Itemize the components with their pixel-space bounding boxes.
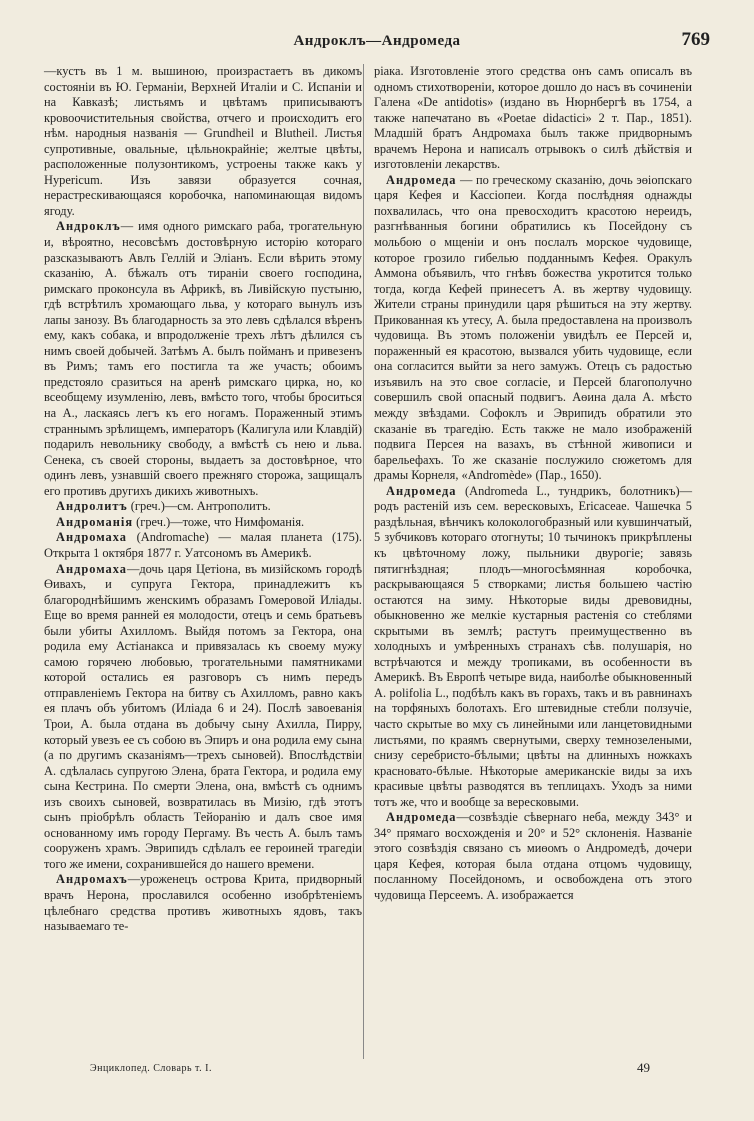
- article-text: —уроженецъ острова Крита, придворный врачъ Нерона, прославился особенно изобрѣтенiемъ цѣлебнаго средства противъ животныхъ ядовъ, такъ называемаго те-: [44, 872, 362, 934]
- article-text: (греч.)—см. Антрополитъ.: [127, 499, 271, 514]
- article-paragraph: [374, 64, 692, 173]
- article-text: — по греческому сказанiю, дочь эөiопскаго царя Кефея и Кассiопеи. Когда послѣдняя однажды похвалилась, что она превосходитъ красотою нереидъ, разгнѣванныя богини обратились къ Посейдону съ мольбою о мщенiи и онъ послалъ морское чудовище, которое грозило гибелью подданнымъ Кефея. Оракулъ Аммона объявилъ, что гнѣвъ божества укротится только тогда, когда Кефей принесетъ А. въ жертву чудовищу. Жители страны принудили царя рѣшиться на эту жертву. Прикованная къ утесу, А. была предоставлена на произволъ чудовища. Въ этомъ положенiи увидѣлъ ее Персей и, пораженный ея красотою, вызвался убить чудовище, если она согласится выйти за него замужъ. Отецъ съ радостью изъявилъ на это свое согласiе, и Персей благополучно совершилъ свой опасный подвигъ. Аөина дала А. мѣсто между звѣздами. Софоклъ и Эврипидъ обратили это сказанiе въ трагедiю. Есть также не мало изображенiй подвига Персея на вазахъ, въ стѣнной живописи и барельефахъ. То же сказанiе послужило сюжетомъ для драмы Корнеля, «Andromède» (Пар., 1650).: [374, 172, 692, 483]
- left-column: [44, 64, 362, 935]
- article-paragraph: [44, 219, 362, 499]
- column-divider: [363, 64, 364, 1059]
- right-column: [374, 64, 692, 904]
- article-headword: Андромеда: [386, 172, 457, 187]
- article-paragraph: [44, 872, 362, 934]
- article-text: —созвѣздiе сѣвернаго неба, между 343° и 34° прямаго восхожденiя и 20° и 52° склоненiя. Названiе этого созвѣздiя связано съ миөомъ о Андромедѣ, дочери царя Кефея, которая была отдана отцомъ чудовищу, посланному Посейдономъ, и освобождена отъ этого чудовища Персеемъ. А. изображается: [374, 810, 692, 902]
- article-paragraph: [44, 64, 362, 219]
- article-paragraph: [44, 562, 362, 873]
- article-text: —кустъ въ 1 м. вышиною, произрастаетъ въ дикомъ состоянiи въ Ю. Германiи, Верхней Италiи и С. Испанiи и на Кавказѣ; листьямъ и цвѣтамъ приписываютъ кровоочистительныя свойства, отчего и происходитъ его нѣм. народныя названiя — Grundheil и Blutheil. Листья супротивные, овальные, цѣльнокрайнiе; желтые цвѣты, расположенные полузонтикомъ, устроены также какъ у Hypericum. Изъ завязи образуется сочная, нерастрескивающаяся коробочка, напоминающая видомъ ягоду.: [44, 64, 362, 218]
- article-paragraph: [374, 484, 692, 810]
- article-text: рiака. Изготовленiе этого средства онъ самъ описалъ въ одномъ стихотворенiи, которое дошло до насъ въ сочиненiи Галена «De antidotis» (издано въ Нюрнбергѣ въ 1754, а также напечатано въ «Poetae didactici» 2 т. Пар., 1851). Младшiй братъ Андромаха былъ также придворнымъ врачемъ Нерона и написалъ отрывокъ о силѣ дѣйствiя и изготовленiи лекарствъ.: [374, 64, 692, 172]
- article-paragraph: [44, 499, 362, 515]
- article-paragraph: [374, 810, 692, 903]
- article-headword: Андролитъ: [56, 499, 128, 514]
- sheet-signature: Энциклопед. Словарь т. I.: [90, 1063, 212, 1074]
- article-headword: Андромаха: [56, 561, 127, 576]
- article-headword: Андромахъ: [56, 872, 128, 887]
- article-text: — имя одного римскаго раба, трогательную и, вѣроятно, несовсѣмъ достовѣрную исторiю котораго разсказываютъ Авлъ Геллiй и Элiанъ. Если вѣрить этому сказанiю, А. бѣжалъ отъ тиранiи своего господина, римскаго проконсула въ Африкѣ, въ Ливiйскую пустыню, гдѣ встрѣтилъ хромающаго льва, у котораго вынулъ изъ лапы занозу. Въ благодарность за это левъ сдѣлался вѣренъ ему, какъ собака, и впродолженiе трехъ лѣтъ дѣлился съ нимъ своей добычей. Затѣмъ А. былъ пойманъ и привезенъ въ Римъ; тамъ его постигла та же участь; обоимъ предстояло сразиться на аренѣ римскаго цирка, но, ко всеобщему изумленiю, левъ, вмѣсто того, чтобы броситься на А., ласкаясь легъ къ его ногамъ. Пораженный этимъ страннымъ зрѣлищемъ, императоръ (Калигула или Клавдiй) подарилъ невольнику свободу, а вмѣстѣ съ нею и льва. Сенека, съ своей стороны, выдаетъ за достовѣрное, что одинъ левъ, узнавшiй своего прежняго сторожа, защищалъ его противъ другихъ дикихъ животныхъ.: [44, 219, 362, 498]
- article-paragraph: [374, 173, 692, 484]
- article-text: (Andromeda L., тундрикъ, болотникъ)—родъ растенiй изъ сем. вересковыхъ, Ericaceae. Чашечка 5 раздѣльная, вѣнчикъ колокологобразный или кувшинчатый, 5 зубчиковъ котораго отогнуты; 10 тычинокъ прикрѣплены къ цвѣточному ложу, пыльники двурогiе; завязь пятигнѣздная; плодъ—многосѣмянная коробочка, раскрывающаяся 5 створками; листья большею частiю остаются на зиму. Нѣкоторые виды древовидны, обыкновенно же мелкiе кустарныя растенiя со стеблями скрытыми въ землѣ; растутъ преимущественно въ холодныхъ и умѣренныхъ странахъ сѣв. полушарiя, но встрѣчаются и между тропиками, въ особенности въ Америкѣ. Въ Европѣ четыре вида, наиболѣе обыкновенный A. polifolia L., подбѣлъ какъ въ горахъ, такъ и въ равнинахъ на торфяныхъ болотахъ. Его штевидные стебли ползучiе, часто скрытые во мху съ линейными или ланцетовидными листьями, по краямъ свернутыми, сверху темнозелеными, снизу серебристо-бѣлыми; цвѣты на длинныхъ ножкахъ красновато-бѣлые. Нѣкоторые американскiе виды за ихъ красивые цвѣты разводятся въ теплицахъ. Уходъ за ними тотъ же, что и вообще за вересковыми.: [374, 483, 692, 809]
- article-headword: Андромеда: [386, 810, 457, 825]
- sheet-number: 49: [637, 1060, 650, 1075]
- article-headword: Андромеда: [386, 483, 457, 498]
- article-paragraph: [44, 515, 362, 531]
- article-paragraph: [44, 530, 362, 561]
- article-text: —дочь царя Цетiона, въ мизiйскомъ городѣ Өивахъ, и супруга Гектора, принадлежитъ къ благороднѣйшимъ женскимъ образамъ Гомеровой Илiады. Еще во время ранней ея молодости, отецъ и семь братьевъ были убиты Ахилломъ. Выйдя потомъ за Гектора, она родила ему Астiанакса и привязалась къ своему мужу самою горячею любовью, трогательными памятниками которой остались ея разговоръ съ нимъ передъ отправленiемъ Гектора на битву съ Ахилломъ, равно какъ ея плачъ объ убитомъ (Илiада 6 и 24). Послѣ завоеванiя Трои, А. была отдана въ добычу сыну Ахилла, Пирру, который увезъ ее съ собою въ Эпиръ и она родила ему сына (а по другимъ сказанiямъ—трехъ сыновей). Впослѣдствiи А. сдѣлалась супругою Эленa, брата Гектора, и родила ему сына Кестрина. По смерти Элена, она, вмѣстѣ съ однимъ изъ своихъ сыновей, возвратилась въ Мизiю, гдѣ этотъ сынъ прiобрѣлъ область Тейоранiю и далъ свое имя основанному имъ городу Пергаму. Въ честь А. былъ тамъ сооруженъ храмъ. Эврипидъ сдѣлалъ ее героиней трагедiи того же имени, сохранившейся до нашего времени.: [44, 561, 362, 871]
- article-headword: Андроклъ: [56, 219, 121, 234]
- article-headword: Андромаха: [56, 530, 127, 545]
- article-headword: Андроманiя: [56, 514, 134, 529]
- article-text: (греч.)—тоже, что Нимфоманiя.: [133, 514, 305, 529]
- page-number: 769: [681, 29, 710, 50]
- running-head: Андроклъ—Андромеда: [293, 33, 461, 49]
- article-text: (Andromache) — малая планета (175). Открыта 1 октября 1877 г. Уатсономъ въ Америкѣ.: [44, 530, 362, 560]
